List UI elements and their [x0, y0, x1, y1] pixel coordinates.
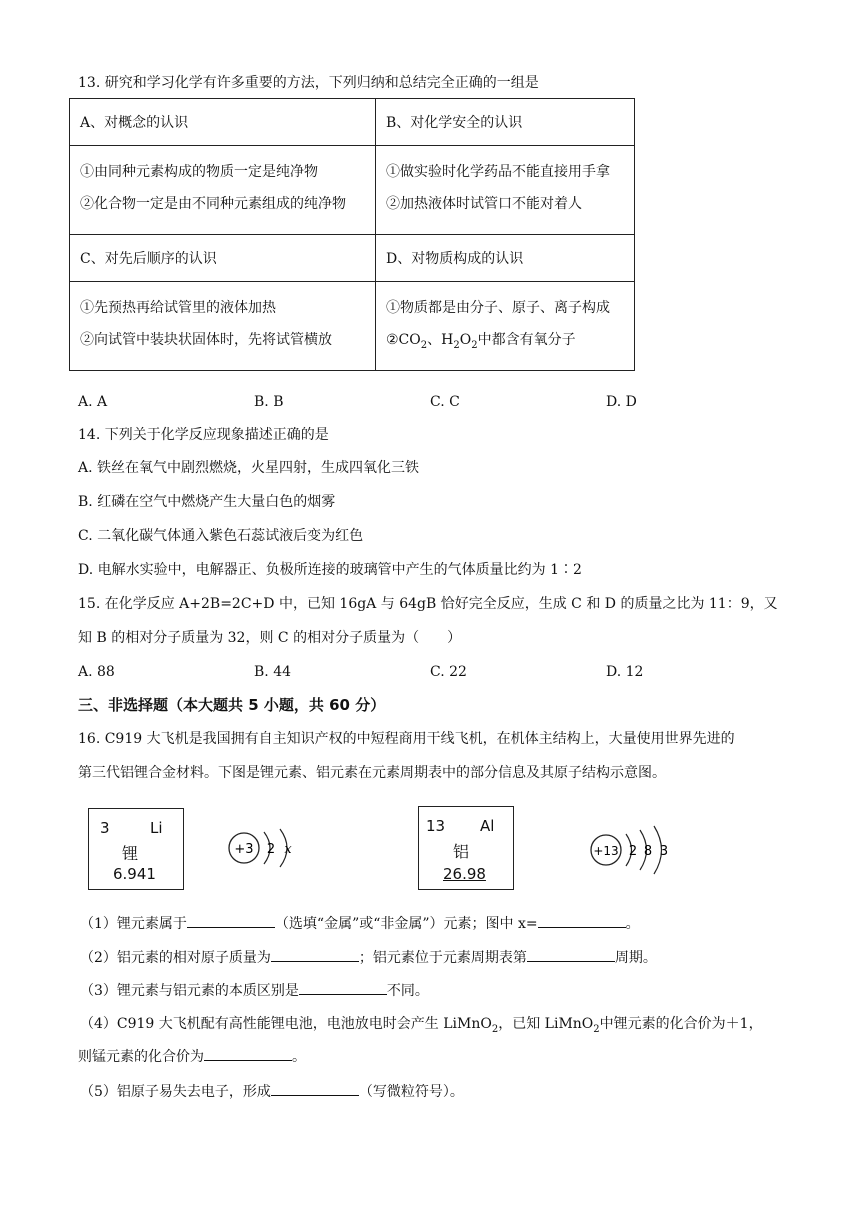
q15-option-c: C. 22 — [430, 664, 467, 680]
q14-option-a: A. 铁丝在氧气中剧烈燃烧，火星四射，生成四氧化三铁 — [78, 460, 420, 476]
answer-blank[interactable] — [271, 1081, 359, 1096]
q15-option-d: D. 12 — [606, 664, 644, 680]
q13-title: 13. 研究和学习化学有许多重要的方法，下列归纳和总结完全正确的一组是 — [78, 75, 539, 91]
q13-C-item-1: ①先预热再给试管里的液体加热 — [80, 300, 276, 316]
q16-sub-2: （2）铝元素的相对原子质量为 ；铝元素位于元素周期表第 周期。 — [80, 947, 657, 968]
q13-D-item-1: ①物质都是由分子、原子、离子构成 — [386, 300, 610, 316]
q16-sub-3: （3）锂元素与铝元素的本质区别是 不同。 — [80, 980, 429, 1001]
lithium-shell-2: x — [284, 842, 292, 857]
answer-blank[interactable] — [204, 1046, 292, 1061]
answer-blank[interactable] — [271, 947, 359, 962]
q13-cell-A-head: A、对概念的认识 — [70, 99, 376, 146]
q14-option-c: C. 二氧化碳气体通入紫色石蕊试液后变为红色 — [78, 528, 364, 544]
q13-option-c: C. C — [430, 394, 460, 410]
q13-C-item-2: ②向试管中装块状固体时，先将试管横放 — [80, 332, 332, 348]
lithium-element-card — [88, 808, 184, 890]
aluminium-atomic-mass: 26.98 — [443, 865, 486, 883]
q13-D-item-2: $②CO_2$、$H_2O_2$中都含有氧分子 — [386, 332, 576, 351]
q14-option-b: B. 红磷在空气中燃烧产生大量白色的烟雾 — [78, 494, 336, 510]
answer-blank[interactable] — [527, 947, 615, 962]
q13-A-item-2: ②化合物一定是由不同种元素组成的纯净物 — [80, 196, 346, 212]
lithium-shell-1: 2 — [266, 842, 276, 857]
lithium-nucleus-charge: +3 — [234, 842, 254, 857]
q15-line-1: 15. 在化学反应 A+2B=2C+D 中，已知 16gA 与 64gB 恰好完全反应，生成 C 和 D 的质量之比为 11：9，又 — [78, 596, 778, 612]
aluminium-atom-diagram — [588, 820, 678, 878]
q13-cell-B-head: B、对化学安全的认识 — [376, 99, 635, 146]
answer-blank[interactable] — [187, 913, 275, 928]
q13-table — [69, 98, 635, 371]
q16-sub-4: （4）C919 大飞机配有高性能锂电池，电池放电时会产生 LiMnO$_2$，已知 LiMnO$_2$中锂元素的化合价为＋1， — [80, 1016, 763, 1035]
q13-cell-C-body — [70, 282, 376, 371]
lithium-atom-diagram — [226, 820, 306, 876]
lithium-symbol: Li — [150, 819, 163, 837]
q13-cell-A-body — [70, 146, 376, 235]
aluminium-atomic-number: 13 — [426, 817, 446, 835]
lithium-atomic-number: 3 — [100, 819, 110, 837]
answer-blank[interactable] — [538, 913, 626, 928]
section-heading: 三、非选择题（本大题共 5 小题，共 60 分） — [78, 696, 386, 714]
aluminium-shell-1: 2 — [628, 844, 638, 859]
aluminium-symbol: Al — [480, 817, 495, 835]
q13-cell-B-body — [376, 146, 635, 235]
q14-title: 14. 下列关于化学反应现象描述正确的是 — [78, 427, 329, 443]
answer-blank[interactable] — [299, 980, 387, 995]
q15-line-2: 知 B 的相对分子质量为 32，则 C 的相对分子质量为（ ） — [78, 630, 462, 646]
q13-cell-D-head: D、对物质构成的认识 — [376, 235, 635, 282]
aluminium-element-card — [418, 806, 514, 890]
q16-sub-1: （1）锂元素属于 （选填“金属”或“非金属”）元素；图中 x= 。 — [80, 913, 640, 934]
lithium-atomic-mass: 6.941 — [113, 865, 156, 883]
q13-option-b: B. B — [254, 394, 284, 410]
aluminium-shell-2: 8 — [643, 844, 653, 859]
q15-option-a: A. 88 — [78, 664, 115, 680]
q16-sub-5: （5）铝原子易失去电子，形成 （写微粒符号）。 — [80, 1081, 464, 1102]
lithium-name: 锂 — [122, 844, 139, 863]
q13-option-a: A. A — [78, 394, 108, 410]
q13-B-item-2: ②加热液体时试管口不能对着人 — [386, 196, 582, 212]
q16-sub-4-line-2: 则锰元素的化合价为 。 — [78, 1046, 306, 1067]
aluminium-name: 铝 — [453, 842, 470, 861]
q16-line-1: 16. C919 大飞机是我国拥有自主知识产权的中短程商用干线飞机，在机体主结构上，大量使用世界先进的 — [78, 731, 735, 747]
q15-option-b: B. 44 — [254, 664, 292, 680]
q13-option-d: D. D — [606, 394, 637, 410]
aluminium-nucleus-charge: +13 — [593, 844, 619, 858]
aluminium-shell-3: 3 — [659, 844, 669, 859]
q13-cell-C-head: C、对先后顺序的认识 — [70, 235, 376, 282]
q13-A-item-1: ①由同种元素构成的物质一定是纯净物 — [80, 164, 318, 180]
q16-line-2: 第三代铝锂合金材料。下图是锂元素、铝元素在元素周期表中的部分信息及其原子结构示意图。 — [78, 765, 666, 781]
q14-option-d: D. 电解水实验中，电解器正、负极所连接的玻璃管中产生的气体质量比约为 1∶2 — [78, 562, 582, 578]
q13-B-item-1: ①做实验时化学药品不能直接用手拿 — [386, 164, 610, 180]
q13-cell-D-body — [376, 282, 635, 371]
